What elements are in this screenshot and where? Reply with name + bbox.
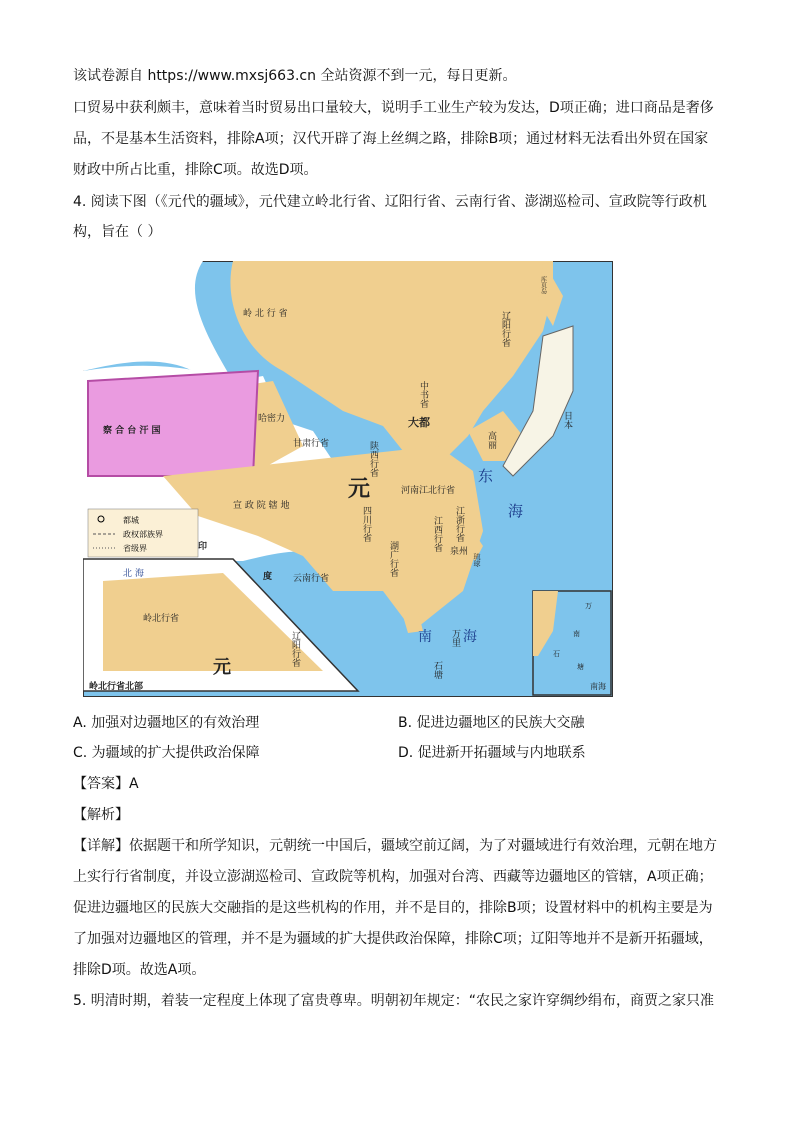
- map-label-xuanzheng: 宣 政 院 辖 地: [233, 501, 290, 511]
- yuan-territory-map: [83, 261, 613, 697]
- inset-label-yuan: 元: [213, 657, 231, 678]
- map-label-south-sea: 海: [463, 629, 477, 645]
- map-legend: [88, 509, 198, 557]
- detail-line: 促进边疆地区的民族大交融指的是这些机构的作用，并不是目的，排除B项；设置材料中的机构主要是为: [73, 900, 713, 916]
- map-label-jiangzhe: 江浙行省: [454, 506, 464, 542]
- analysis-heading: 【解析】: [73, 807, 129, 823]
- map-label-liaoyang: 辽阳行省: [500, 311, 510, 347]
- paragraph-line: 财政中所占比重，排除C项。故选D项。: [73, 162, 318, 178]
- paragraph-line: 品，不是基本生活资料，排除A项；汉代开辟了海上丝绸之路，排除B项；通过材料无法看出外贸在国家: [73, 131, 709, 147]
- map-label-chagatai: 察 合 台 汗 国: [103, 426, 161, 436]
- map-label-liuqiu: 琉球: [473, 553, 481, 567]
- question-5-line: 5. 明清时期，着装一定程度上体现了富贵尊卑。明朝初年规定：“农民之家许穿绸纱绢布，商贾之家只准: [73, 993, 715, 1009]
- inset-label-liaoyang: 辽阳行省: [290, 631, 300, 667]
- map-label-henan: 河南江北行省: [401, 486, 456, 496]
- map-label-gansu: 甘肃行省: [293, 439, 330, 449]
- map-label-sichuan: 四川行省: [361, 506, 371, 542]
- inset-label-lingbei: 岭北行省: [143, 614, 180, 624]
- chagatai-khanate: [88, 371, 258, 476]
- map-label-huguang: 湖广行省: [388, 541, 398, 577]
- question-4-line: 构，旨在（ ）: [73, 224, 162, 240]
- map-label-sakhalin: 库页岛: [539, 276, 547, 294]
- inset-label-wan: 万: [585, 602, 592, 610]
- map-label-quanzhou: 泉州: [450, 547, 469, 557]
- map-label-east-sea: 海: [508, 502, 524, 520]
- map-label-dadu: 大都: [408, 416, 430, 429]
- legend-boundary2: 省级界: [123, 544, 147, 553]
- option-b: B. 促进边疆地区的民族大交融: [398, 715, 585, 731]
- map-label-east: 东: [478, 467, 494, 485]
- answer-line: 【答案】A: [73, 776, 139, 792]
- map-label-wanli: 万里: [450, 629, 460, 647]
- detail-line: 【详解】依据题干和所学知识，元朝统一中国后，疆域空前辽阔，为了对疆域进行有效治理，元朝在地方: [73, 838, 717, 854]
- inset-caption-north: 岭北行省北部: [89, 682, 144, 692]
- option-d: D. 促进新开拓疆域与内地联系: [398, 745, 586, 761]
- question-4-line: 4. 阅读下图（《元代的疆域》，元代建立岭北行省、辽阳行省、云南行省、澎湖巡检司、宣政院等行政机: [73, 194, 707, 210]
- source-header: 该试卷源自 https://www.mxsj663.cn 全站资源不到一元，每日更新。: [73, 68, 517, 84]
- inset-label-tang: 塘: [577, 663, 584, 671]
- option-c: C. 为疆域的扩大提供政治保障: [73, 745, 260, 761]
- map-label-south: 南: [418, 629, 432, 645]
- map-label-shitang: 石塘: [432, 661, 442, 679]
- map-label-korea: 高丽: [486, 431, 496, 449]
- map-label-yuan: 元: [348, 477, 371, 502]
- paragraph-line: 口贸易中获利颇丰，意味着当时贸易出口量较大，说明手工业生产较为发达，D项正确；进口商品是奢侈: [73, 100, 714, 116]
- legend-capital: 都城: [123, 516, 139, 525]
- detail-line: 上实行行省制度，并设立澎湖巡检司、宣政院等机构，加强对台湾、西藏等边疆地区的管辖，A项正确；: [73, 869, 713, 885]
- map-label-zhongshu: 中书省: [418, 381, 428, 408]
- option-a: A. 加强对边疆地区的有效治理: [73, 715, 260, 731]
- map-label-lingbei: 岭 北 行 省: [243, 309, 288, 319]
- inset-label-shi: 石: [553, 650, 560, 658]
- inset-label-beihai: 北 海: [123, 569, 144, 579]
- map-label-india-1: 印: [198, 542, 208, 552]
- map-label-shaanxi: 陕西行省: [368, 441, 378, 477]
- detail-line: 了加强对边疆地区的管理，并不是为疆域的扩大提供政治保障，排除C项；辽阳等地并不是新开拓疆域，: [73, 931, 713, 947]
- legend-boundary1: 政权部族界: [123, 530, 163, 539]
- inset-label-nan: 南: [573, 630, 580, 638]
- map-label-hami: 哈密力: [258, 414, 286, 424]
- map-label-jiangxi: 江西行省: [432, 516, 442, 552]
- detail-line: 排除D项。故选A项。: [73, 962, 206, 978]
- map-label-japan: 日本: [562, 411, 572, 429]
- map-label-yunnan: 云南行省: [293, 574, 330, 584]
- inset-caption-south: 南海: [590, 682, 606, 691]
- map-label-india-2: 度: [263, 572, 273, 582]
